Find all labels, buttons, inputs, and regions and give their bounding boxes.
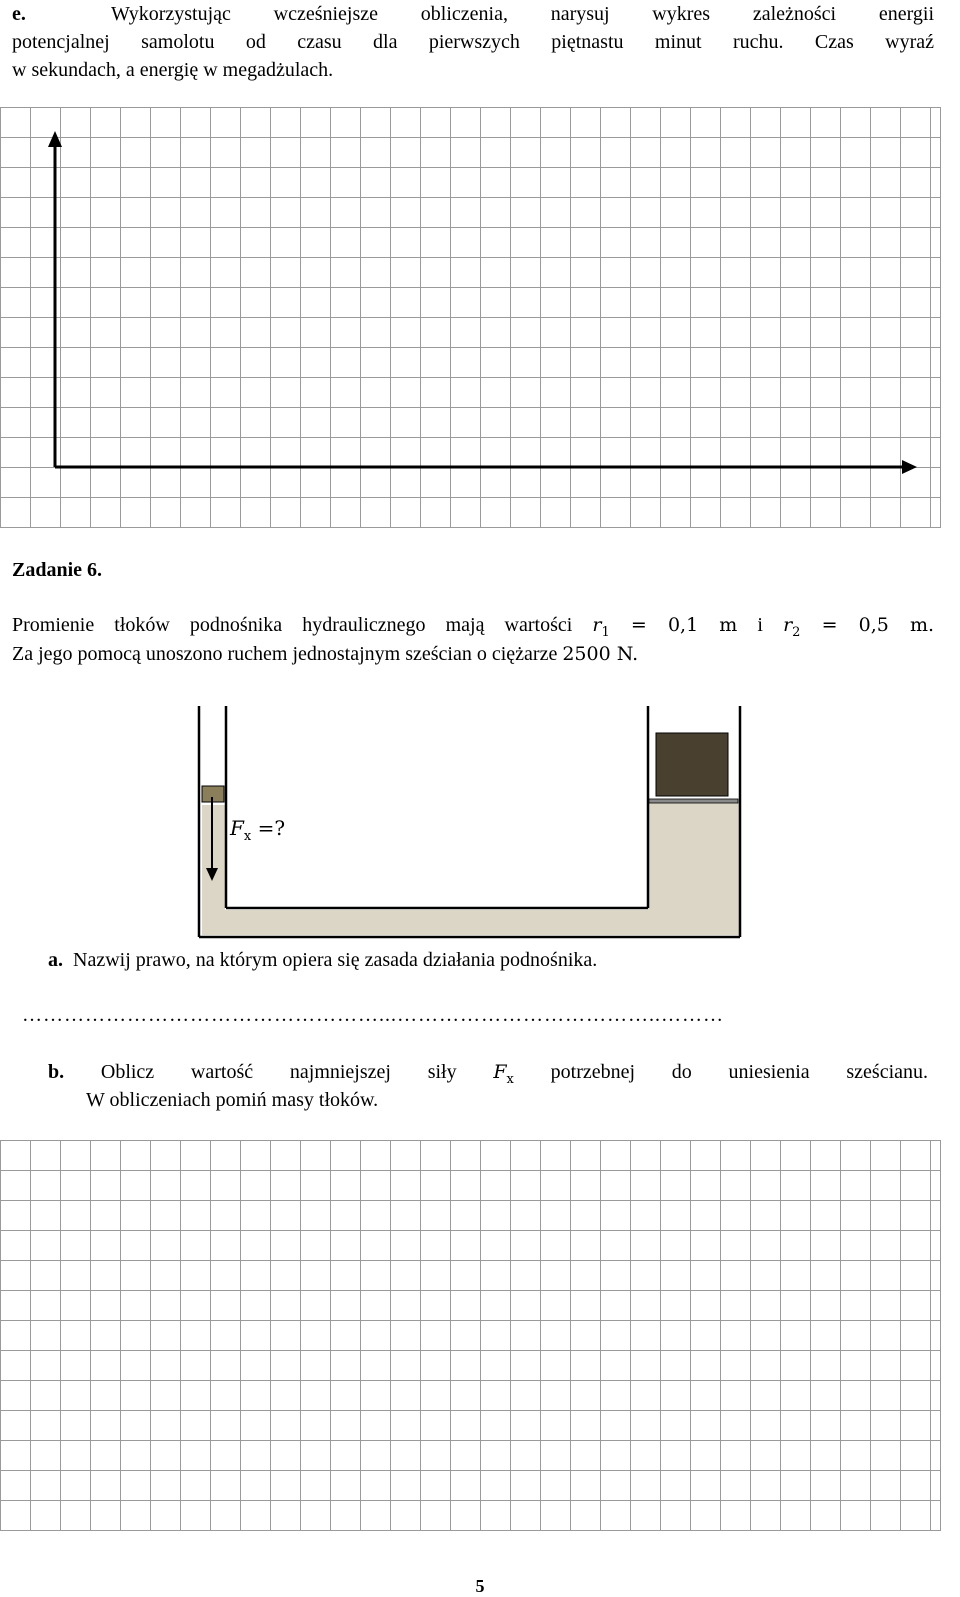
force-label: $F_x$ =? [230, 816, 286, 844]
task-e-text1: Wykorzystując wcześniejsze obliczenia, narysuj wykres zależności energii [111, 3, 935, 25]
cube [656, 733, 728, 796]
zadanie6-heading: Zadanie 6. [12, 559, 103, 581]
part-b-line2: W obliczeniach pomiń masy tłoków. [86, 1089, 379, 1111]
part-b-force: $F_x$ [493, 1061, 514, 1087]
part-a-label: a. [48, 949, 63, 971]
weight-value: 2500 N. [562, 643, 639, 665]
part-a-text: Nazwij prawo, na którym opiera się zasada działania podnośnika. [73, 949, 598, 971]
r1-formula: $r_1 = 0,1$ m [592, 614, 738, 640]
liquid-right-column [648, 803, 740, 935]
calculation-grid[interactable] [0, 1140, 941, 1531]
large-piston [649, 799, 738, 803]
hydraulic-lift-figure [0, 700, 960, 945]
y-axis-arrow [48, 131, 62, 147]
page-number: 5 [475, 1576, 485, 1596]
part-b-text-after: potrzebnej do uniesienia sześcianu. [550, 1061, 929, 1083]
part-a [48, 946, 934, 974]
intro-text2: Za jego pomocą unoszono ruchem jednostajnym sześcian o ciężarze [12, 643, 558, 665]
part-b-label: b. [48, 1061, 65, 1083]
task-e-line1 [12, 0, 934, 28]
graph-axes [0, 107, 940, 527]
answer-line[interactable]: ……………………………………………...………………………………..……… [22, 1004, 724, 1026]
part-b-text-before: Oblicz wartość najmniejszej siły [100, 1061, 457, 1083]
task-e-line3: w sekundach, a energię w megadżulach. [12, 59, 334, 81]
task-e-label: e. [12, 3, 26, 25]
task-e-line2: potencjalnej samolotu od czasu dla pierwszych piętnastu minut ruchu. Czas wyraź [12, 31, 934, 53]
zadanie6-intro-line2 [12, 640, 934, 668]
r2-formula: $r_2 = 0,5$ m. [783, 614, 935, 640]
x-axis-arrow [902, 460, 917, 474]
intro-text1: Promienie tłoków podnośnika hydraulicznego mają wartości [12, 614, 573, 636]
conjunction: i [757, 614, 763, 636]
